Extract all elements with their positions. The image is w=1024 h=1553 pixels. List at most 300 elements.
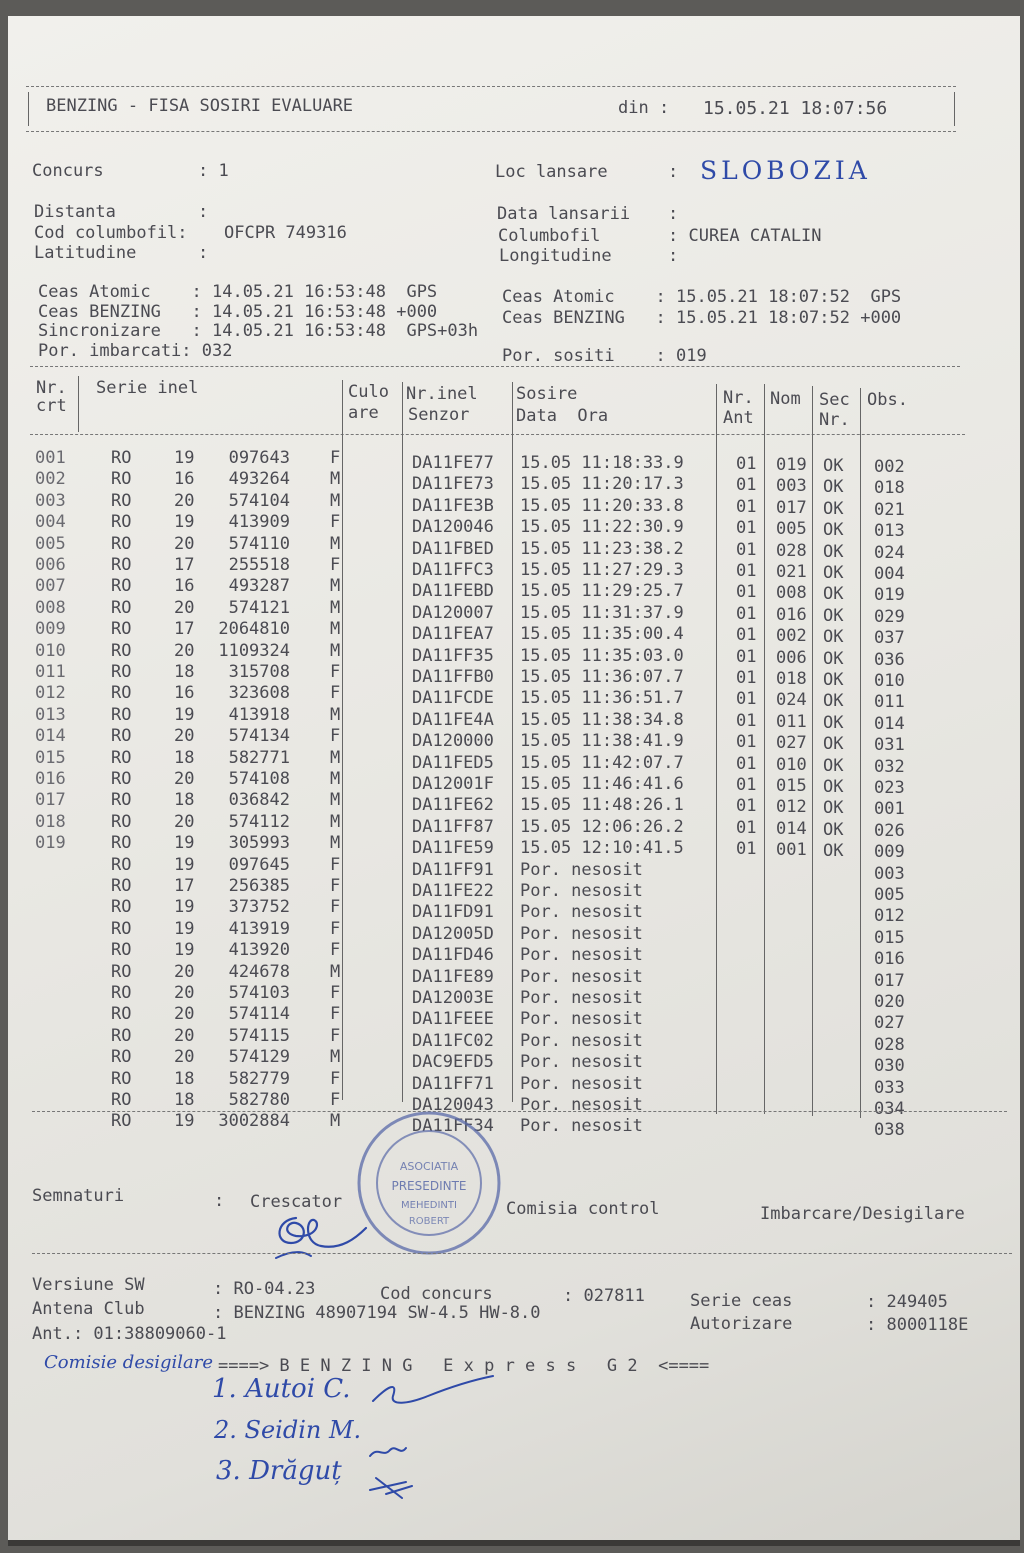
ring-number: 1109324 bbox=[218, 640, 290, 661]
arrival-time: Por. nesosit bbox=[520, 881, 643, 901]
breeder-signature bbox=[266, 1198, 376, 1268]
ring-year: 19 bbox=[174, 1111, 195, 1132]
sex: F bbox=[330, 1025, 341, 1046]
security-status: OK bbox=[823, 627, 844, 648]
obs-value: 038 bbox=[874, 1120, 905, 1141]
date-value: 15.05.21 18:07:56 bbox=[703, 98, 888, 119]
table-row bbox=[8, 1068, 1020, 1098]
member-2-signature bbox=[368, 1436, 408, 1466]
arrival-time: Por. nesosit bbox=[520, 988, 643, 1008]
security-status: OK bbox=[823, 670, 844, 690]
ring-country: RO bbox=[111, 704, 132, 725]
row-number: 014 bbox=[35, 726, 66, 747]
antenna-nr: 01 bbox=[736, 475, 757, 496]
arrival-time: Por. nesosit bbox=[520, 945, 643, 966]
ring-year: 18 bbox=[174, 790, 195, 811]
sensor-id: DA11FED5 bbox=[412, 752, 494, 773]
arrival-time: Por. nesosit bbox=[520, 1052, 643, 1073]
antenna-nr: 01 bbox=[736, 539, 757, 560]
member-3-signature bbox=[366, 1472, 416, 1502]
sex: F bbox=[330, 1004, 341, 1025]
ring-number: 315708 bbox=[228, 662, 290, 682]
sensor-id: DA12005D bbox=[412, 923, 494, 944]
ring-country: RO bbox=[111, 640, 132, 661]
ring-country: RO bbox=[111, 747, 132, 768]
association-stamp bbox=[354, 1108, 504, 1258]
row-number: 004 bbox=[35, 512, 66, 533]
arrival-time: 15.05 11:18:33.9 bbox=[520, 453, 684, 473]
sensor-id: DA11FE22 bbox=[412, 881, 494, 901]
sex: M bbox=[330, 769, 341, 789]
sensor-id: DA11FE4A bbox=[412, 709, 494, 730]
col-ant-header: Ant bbox=[723, 408, 754, 428]
ring-year: 20 bbox=[174, 983, 195, 1003]
sex: M bbox=[330, 469, 341, 490]
row-number: 017 bbox=[35, 790, 66, 811]
antenna-nr: 01 bbox=[736, 775, 757, 795]
commission-member-1: 1. Autoi C. bbox=[212, 1374, 351, 1404]
ring-country: RO bbox=[111, 1025, 132, 1046]
ring-country: RO bbox=[111, 854, 132, 875]
ring-number: 574121 bbox=[228, 597, 290, 618]
ring-year: 19 bbox=[174, 448, 195, 468]
obs-value: 015 bbox=[874, 927, 905, 948]
loc-label: Loc lansare bbox=[495, 162, 608, 182]
row-number: 016 bbox=[35, 769, 66, 789]
ring-country: RO bbox=[111, 512, 132, 533]
ring-year: 20 bbox=[174, 1047, 195, 1068]
autorizare-label: Autorizare bbox=[690, 1314, 793, 1334]
antenna-nr: 01 bbox=[736, 753, 757, 774]
sensor-id: DA11FF35 bbox=[412, 645, 494, 666]
clock-benzing-start: Ceas BENZING : 14.05.21 16:53:48 +000 bbox=[38, 302, 438, 322]
obs-value: 036 bbox=[874, 649, 905, 670]
document-title: BENZING - FISA SOSIRI EVALUARE bbox=[46, 96, 354, 116]
ring-number: 574104 bbox=[228, 490, 290, 511]
obs-value: 032 bbox=[874, 756, 905, 777]
ring-country: RO bbox=[111, 469, 132, 490]
table-row bbox=[8, 490, 1020, 520]
ring-country: RO bbox=[111, 1090, 132, 1110]
versiune-value: : RO-04.23 bbox=[213, 1279, 316, 1299]
antenna-nr: 01 bbox=[736, 710, 757, 731]
sensor-id: DA11FE73 bbox=[412, 474, 494, 495]
table-row bbox=[8, 1004, 1020, 1034]
table-row bbox=[8, 1111, 1020, 1141]
benzing-express-banner: ====> B E N Z I N G E x p r e s s G 2 <==== bbox=[218, 1356, 710, 1376]
sex: F bbox=[330, 983, 341, 1003]
sex: M bbox=[330, 1111, 341, 1132]
sensor-id: DA11FC02 bbox=[412, 1030, 494, 1051]
ring-number: 574134 bbox=[228, 726, 290, 747]
sex: F bbox=[330, 854, 341, 875]
ring-country: RO bbox=[111, 918, 132, 939]
ring-number: 493264 bbox=[228, 469, 290, 490]
header-left-border bbox=[28, 92, 29, 126]
table-row bbox=[8, 576, 1020, 606]
antenna-nr: 01 bbox=[736, 796, 757, 817]
obs-value: 028 bbox=[874, 1034, 905, 1055]
clock-atomic-start: Ceas Atomic : 14.05.21 16:53:48 GPS bbox=[38, 282, 438, 302]
ring-number: 256385 bbox=[228, 876, 290, 896]
nom-nr: 010 bbox=[776, 754, 807, 775]
table-row bbox=[8, 726, 1020, 756]
latitudine-label: Latitudine bbox=[34, 243, 137, 263]
pigeons-boarded: Por. imbarcati: 032 bbox=[38, 341, 233, 361]
obs-value: 031 bbox=[874, 735, 905, 756]
antenna-nr: 01 bbox=[736, 454, 757, 474]
obs-value: 013 bbox=[874, 521, 905, 542]
sensor-id: DA11FFC3 bbox=[412, 560, 494, 580]
sensor-id: DA11FE77 bbox=[412, 453, 494, 473]
distanta-value: : bbox=[198, 202, 209, 222]
security-status: OK bbox=[823, 584, 844, 605]
col-serie-header: Serie inel bbox=[96, 378, 199, 398]
arrival-time: Por. nesosit bbox=[520, 1073, 643, 1094]
sensor-id: DA11FFB0 bbox=[412, 667, 494, 687]
col-are-header: are bbox=[348, 403, 379, 423]
sex: M bbox=[330, 833, 341, 854]
security-status: OK bbox=[823, 605, 844, 626]
sensor-id: DA11FD46 bbox=[412, 945, 494, 966]
sex: F bbox=[330, 555, 341, 575]
sensor-id: DAC9EFD5 bbox=[412, 1052, 494, 1073]
ring-country: RO bbox=[111, 726, 132, 747]
col-nrinel-header: Nr.inel bbox=[406, 384, 478, 404]
obs-value: 019 bbox=[874, 585, 905, 606]
ring-country: RO bbox=[111, 662, 132, 682]
antenna-nr: 01 bbox=[736, 582, 757, 603]
arrival-time: 15.05 11:42:07.7 bbox=[520, 752, 684, 773]
obs-value: 009 bbox=[874, 842, 905, 863]
sensor-id: DA11FEA7 bbox=[412, 624, 494, 645]
obs-value: 037 bbox=[874, 628, 905, 649]
ring-number: 582780 bbox=[228, 1090, 290, 1110]
nom-nr: 006 bbox=[776, 647, 807, 668]
security-status: OK bbox=[823, 498, 844, 519]
arrival-time: 15.05 11:31:37.9 bbox=[520, 602, 684, 623]
ring-country: RO bbox=[111, 940, 132, 961]
table-row bbox=[8, 940, 1020, 970]
nom-nr: 015 bbox=[776, 776, 807, 796]
sex: M bbox=[330, 576, 341, 597]
antenna-nr: 01 bbox=[736, 646, 757, 667]
member-1-signature bbox=[368, 1366, 498, 1416]
ring-number: 413920 bbox=[228, 940, 290, 961]
sex: F bbox=[330, 448, 341, 468]
ring-year: 19 bbox=[174, 512, 195, 533]
ring-year: 19 bbox=[174, 704, 195, 725]
table-row bbox=[8, 983, 1020, 1012]
ring-year: 20 bbox=[174, 811, 195, 832]
antenna-nr: 01 bbox=[736, 625, 757, 646]
security-status: OK bbox=[823, 477, 844, 498]
table-header-border bbox=[30, 434, 965, 435]
ring-number: 424678 bbox=[228, 961, 290, 982]
table-row bbox=[8, 876, 1020, 905]
arrival-time: 15.05 11:27:29.3 bbox=[520, 560, 684, 580]
ring-year: 17 bbox=[174, 876, 195, 896]
cod-concurs-value: : 027811 bbox=[563, 1286, 645, 1306]
ring-number: 373752 bbox=[228, 897, 290, 918]
ring-number: 574114 bbox=[228, 1004, 290, 1025]
ring-country: RO bbox=[111, 683, 132, 704]
table-row bbox=[8, 619, 1020, 649]
table-row bbox=[8, 1090, 1020, 1119]
obs-value: 024 bbox=[874, 542, 905, 563]
security-status: OK bbox=[823, 563, 844, 583]
latitudine-value: : bbox=[198, 243, 209, 263]
antenna-nr: 01 bbox=[736, 839, 757, 860]
arrival-time: 15.05 11:22:30.9 bbox=[520, 517, 684, 538]
obs-value: 021 bbox=[874, 499, 905, 520]
ring-country: RO bbox=[111, 533, 132, 554]
table-row bbox=[8, 790, 1020, 820]
table-top-border bbox=[30, 366, 960, 367]
ring-year: 16 bbox=[174, 469, 195, 490]
ring-year: 18 bbox=[174, 1068, 195, 1089]
row-number: 015 bbox=[35, 747, 66, 768]
ring-year: 20 bbox=[174, 1004, 195, 1025]
nom-nr: 018 bbox=[776, 669, 807, 689]
sex: M bbox=[330, 811, 341, 832]
sensor-id: DA11FEEE bbox=[412, 1009, 494, 1030]
obs-value: 001 bbox=[874, 799, 905, 820]
ring-year: 20 bbox=[174, 533, 195, 554]
sex: F bbox=[330, 662, 341, 682]
clock-atomic-end: Ceas Atomic : 15.05.21 18:07:52 GPS bbox=[502, 287, 902, 307]
ring-number: 582779 bbox=[228, 1068, 290, 1089]
ring-year: 20 bbox=[174, 769, 195, 789]
ring-year: 20 bbox=[174, 597, 195, 618]
security-status: OK bbox=[823, 456, 844, 476]
ring-country: RO bbox=[111, 897, 132, 918]
table-row bbox=[8, 448, 1020, 477]
ring-country: RO bbox=[111, 983, 132, 1003]
table-row bbox=[8, 1047, 1020, 1077]
nom-nr: 019 bbox=[776, 455, 807, 475]
nom-nr: 014 bbox=[776, 818, 807, 839]
antenna-nr: 01 bbox=[736, 561, 757, 581]
sex: M bbox=[330, 597, 341, 618]
header-right-border bbox=[954, 92, 955, 126]
arrival-time: 15.05 11:20:17.3 bbox=[520, 474, 684, 495]
serie-ceas-value: : 249405 bbox=[866, 1292, 948, 1312]
security-status: OK bbox=[823, 777, 844, 797]
ring-number: 036842 bbox=[228, 790, 290, 811]
footer-top-border bbox=[32, 1253, 1012, 1254]
antenna-nr: 01 bbox=[736, 689, 757, 710]
col-nrant-header: Nr. bbox=[723, 388, 754, 408]
row-number: 013 bbox=[35, 704, 66, 725]
row-number: 009 bbox=[35, 619, 66, 640]
ring-number: 097645 bbox=[228, 854, 290, 875]
sensor-id: DA11FCDE bbox=[412, 688, 494, 709]
autorizare-value: : 8000118E bbox=[866, 1315, 969, 1335]
row-number: 007 bbox=[35, 576, 66, 597]
ring-year: 20 bbox=[174, 490, 195, 511]
sensor-id: DA11FE62 bbox=[412, 795, 494, 816]
obs-value: 018 bbox=[874, 478, 905, 499]
security-status: OK bbox=[823, 541, 844, 562]
cod-concurs-label: Cod concurs bbox=[380, 1284, 493, 1304]
ring-number: 574112 bbox=[228, 811, 290, 832]
sensor-id: DA12003E bbox=[412, 988, 494, 1008]
longitudine-label: Longitudine bbox=[499, 246, 612, 266]
arrival-time: 15.05 11:48:26.1 bbox=[520, 795, 684, 816]
sex: F bbox=[330, 512, 341, 533]
arrival-time: 15.05 12:10:41.5 bbox=[520, 838, 684, 859]
arrival-time: Por. nesosit bbox=[520, 1116, 643, 1137]
sex: F bbox=[330, 940, 341, 961]
ring-country: RO bbox=[111, 961, 132, 982]
ring-year: 19 bbox=[174, 940, 195, 961]
ring-number: 413909 bbox=[228, 512, 290, 533]
row-number: 011 bbox=[35, 662, 66, 682]
ring-country: RO bbox=[111, 619, 132, 640]
ring-year: 16 bbox=[174, 576, 195, 597]
obs-value: 002 bbox=[874, 457, 905, 477]
loc-value-handwritten: SLOBOZIA bbox=[700, 156, 871, 185]
ring-country: RO bbox=[111, 790, 132, 811]
commission-member-3: 3. Drăguț bbox=[216, 1456, 342, 1486]
ring-number: 2064810 bbox=[218, 619, 290, 640]
col-dataora-header: Data Ora bbox=[516, 406, 609, 426]
data-lansarii-label: Data lansarii bbox=[497, 204, 631, 224]
obs-value: 017 bbox=[874, 970, 905, 991]
comisia-label: Comisia control bbox=[506, 1199, 660, 1219]
obs-value: 014 bbox=[874, 713, 905, 734]
nom-nr: 005 bbox=[776, 519, 807, 540]
table-row bbox=[8, 918, 1020, 948]
clock-benzing-end: Ceas BENZING : 15.05.21 18:07:52 +000 bbox=[502, 308, 902, 328]
header-bottom-border bbox=[26, 131, 956, 132]
col-culo-header: Culo bbox=[348, 382, 389, 402]
row-number: 012 bbox=[35, 683, 66, 704]
nom-nr: 021 bbox=[776, 562, 807, 582]
obs-value: 004 bbox=[874, 564, 905, 584]
obs-value: 029 bbox=[874, 606, 905, 627]
row-number: 002 bbox=[35, 469, 66, 490]
columbofil-value: : CUREA CATALIN bbox=[668, 226, 822, 246]
obs-value: 023 bbox=[874, 778, 905, 798]
ring-number: 255518 bbox=[228, 555, 290, 575]
svg-text:PRESEDINTE: PRESEDINTE bbox=[391, 1179, 467, 1193]
columbofil-label: Columbofil bbox=[498, 226, 601, 246]
distanta-label: Distanta bbox=[34, 202, 116, 222]
col-crt-header: crt bbox=[36, 396, 67, 416]
sensor-id: DA11FF87 bbox=[412, 816, 494, 837]
arrival-time: 15.05 11:35:03.0 bbox=[520, 645, 684, 666]
obs-value: 003 bbox=[874, 863, 905, 884]
sensor-id: DA11FE3B bbox=[412, 495, 494, 516]
sex: F bbox=[330, 1068, 341, 1089]
signatures-label: Semnaturi bbox=[32, 1186, 125, 1206]
commission-member-2: 2. Seidin M. bbox=[214, 1416, 362, 1444]
sensor-id: DA11FF91 bbox=[412, 859, 494, 880]
row-number: 008 bbox=[35, 597, 66, 618]
obs-value: 033 bbox=[874, 1077, 905, 1098]
security-status: OK bbox=[823, 712, 844, 733]
obs-value: 034 bbox=[874, 1099, 905, 1119]
table-row bbox=[8, 811, 1020, 841]
ring-year: 18 bbox=[174, 1090, 195, 1110]
table-row bbox=[8, 1025, 1020, 1055]
antena-value: : BENZING 48907194 SW-4.5 HW-8.0 bbox=[213, 1303, 541, 1323]
longitudine-value: : bbox=[668, 246, 679, 266]
ring-year: 17 bbox=[174, 555, 195, 575]
pigeons-arrived: Por. sositi : 019 bbox=[502, 346, 707, 366]
obs-value: 027 bbox=[874, 1013, 905, 1034]
ring-country: RO bbox=[111, 1111, 132, 1132]
ring-number: 305993 bbox=[228, 833, 290, 854]
table-row bbox=[8, 597, 1020, 627]
arrival-time: Por. nesosit bbox=[520, 902, 643, 923]
ring-year: 19 bbox=[174, 897, 195, 918]
sheet-bottom-edge bbox=[8, 1540, 1020, 1546]
sensor-id: DA11FEBD bbox=[412, 581, 494, 602]
table-row bbox=[8, 683, 1020, 713]
table-row bbox=[8, 512, 1020, 542]
row-number: 003 bbox=[35, 490, 66, 511]
sensor-id: DA11FE89 bbox=[412, 966, 494, 987]
ring-number: 574108 bbox=[228, 769, 290, 789]
table-row bbox=[8, 747, 1020, 777]
row-number: 019 bbox=[35, 833, 66, 854]
ring-year: 20 bbox=[174, 640, 195, 661]
arrival-time: 15.05 11:38:34.8 bbox=[520, 709, 684, 730]
clock-sync: Sincronizare : 14.05.21 16:53:48 GPS+03h bbox=[38, 321, 479, 341]
ring-country: RO bbox=[111, 876, 132, 896]
sensor-id: DA11FBED bbox=[412, 538, 494, 559]
sex: M bbox=[330, 747, 341, 768]
arrival-time: Por. nesosit bbox=[520, 1009, 643, 1030]
ring-year: 18 bbox=[174, 662, 195, 682]
ring-year: 19 bbox=[174, 854, 195, 875]
nom-nr: 017 bbox=[776, 497, 807, 518]
ring-year: 17 bbox=[174, 619, 195, 640]
arrival-time: Por. nesosit bbox=[520, 923, 643, 944]
arrival-time: 15.05 11:23:38.2 bbox=[520, 538, 684, 559]
sensor-id: DA12001F bbox=[412, 774, 494, 794]
ring-country: RO bbox=[111, 448, 132, 468]
row-number: 001 bbox=[35, 448, 66, 468]
sensor-id: DA11FF71 bbox=[412, 1073, 494, 1094]
obs-value: 026 bbox=[874, 820, 905, 841]
document-sheet bbox=[8, 16, 1020, 1546]
arrival-time: 15.05 11:35:00.4 bbox=[520, 624, 684, 645]
data-lansarii-value: : bbox=[668, 204, 679, 224]
sex: M bbox=[330, 490, 341, 511]
sex: F bbox=[330, 683, 341, 704]
sex: F bbox=[330, 876, 341, 896]
row-number: 005 bbox=[35, 533, 66, 554]
obs-value: 012 bbox=[874, 906, 905, 927]
sensor-id: DA11FE59 bbox=[412, 838, 494, 859]
nom-nr: 028 bbox=[776, 540, 807, 561]
row-number: 018 bbox=[35, 811, 66, 832]
sensor-id: DA11FF34 bbox=[412, 1116, 494, 1137]
ring-country: RO bbox=[111, 576, 132, 597]
ring-country: RO bbox=[111, 1004, 132, 1025]
col-nom-header: Nom bbox=[770, 389, 801, 409]
table-row bbox=[8, 469, 1020, 499]
table-row bbox=[8, 961, 1020, 991]
versiune-label: Versiune SW bbox=[32, 1275, 145, 1295]
svg-text:ASOCIATIA: ASOCIATIA bbox=[399, 1160, 459, 1173]
table-row bbox=[8, 640, 1020, 670]
ring-country: RO bbox=[111, 811, 132, 832]
